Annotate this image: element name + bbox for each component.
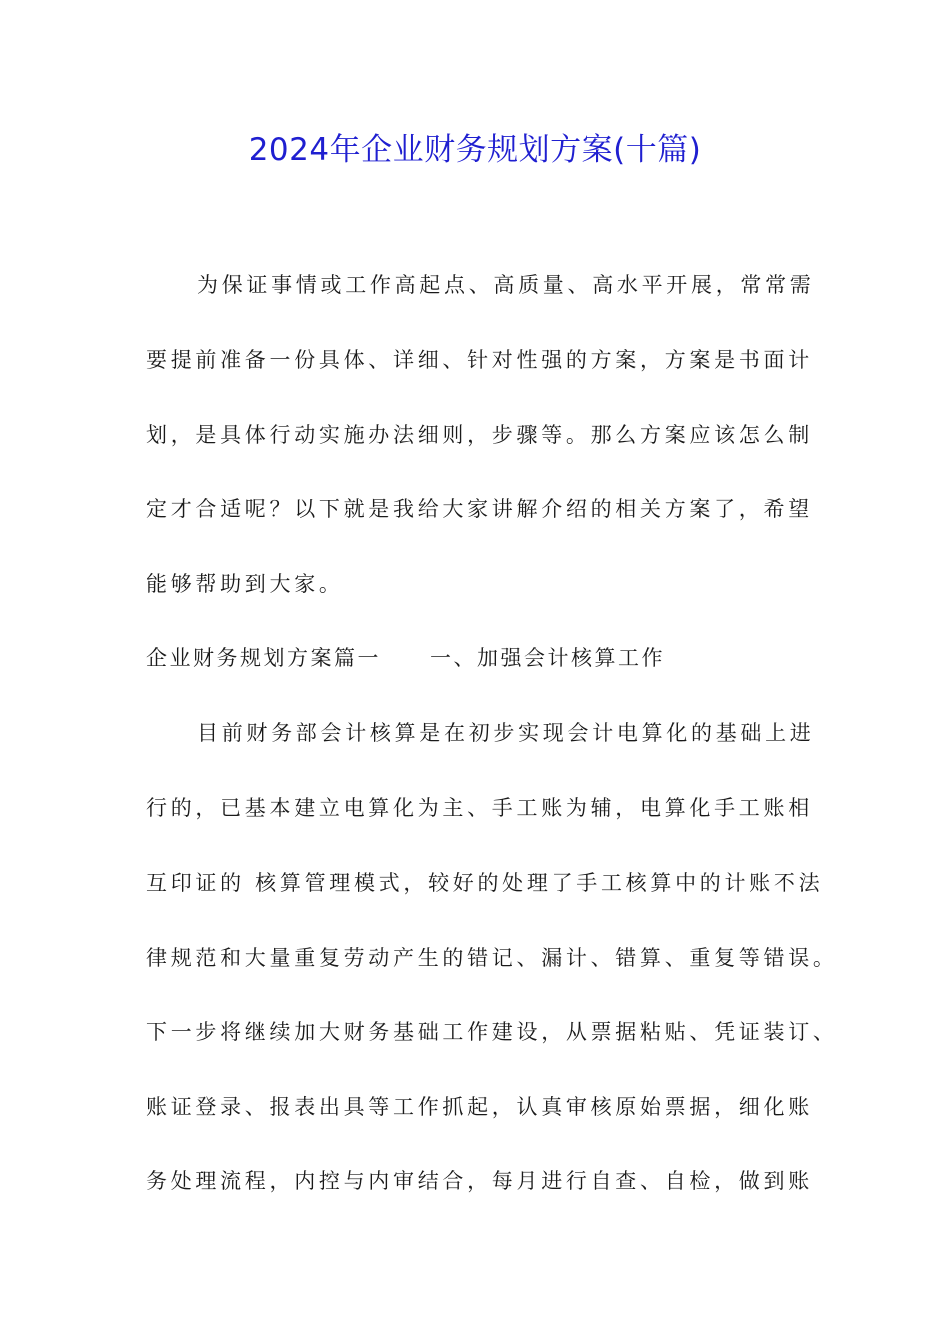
body-line-3: 互印证的 核算管理模式，较好的处理了手工核算中的计账不法 bbox=[146, 871, 824, 895]
body-line-7: 务处理流程，内控与内审结合，每月进行自查、自检，做到账 bbox=[146, 1169, 813, 1193]
body-line-5: 下一步将继续加大财务基础工作建设，从票据粘贴、凭证装订、 bbox=[146, 1020, 838, 1044]
body-line-4: 律规范和大量重复劳动产生的错记、漏计、错算、重复等错误。 bbox=[146, 946, 838, 970]
body-line-1: 目前财务部会计核算是在初步实现会计电算化的基础上进 bbox=[197, 721, 815, 745]
body-line-2: 行的，已基本建立电算化为主、手工账为辅，电算化手工账相 bbox=[146, 796, 813, 820]
intro-line-3: 划，是具体行动实施办法细则，步骤等。那么方案应该怎么制 bbox=[146, 423, 813, 447]
document-title: 2024年企业财务规划方案(十篇) bbox=[248, 132, 702, 168]
intro-line-1: 为保证事情或工作高起点、高质量、高水平开展，常常需 bbox=[197, 273, 815, 297]
body-line-6: 账证登录、报表出具等工作抓起，认真审核原始票据，细化账 bbox=[146, 1095, 813, 1119]
intro-line-4: 定才合适呢？以下就是我给大家讲解介绍的相关方案了，希望 bbox=[146, 497, 813, 521]
section-name: 企业财务规划方案篇一 bbox=[146, 646, 381, 670]
intro-line-5: 能够帮助到大家。 bbox=[146, 572, 344, 596]
section-heading: 一、加强会计核算工作 bbox=[430, 646, 665, 670]
intro-line-2: 要提前准备一份具体、详细、针对性强的方案，方案是书面计 bbox=[146, 348, 813, 372]
